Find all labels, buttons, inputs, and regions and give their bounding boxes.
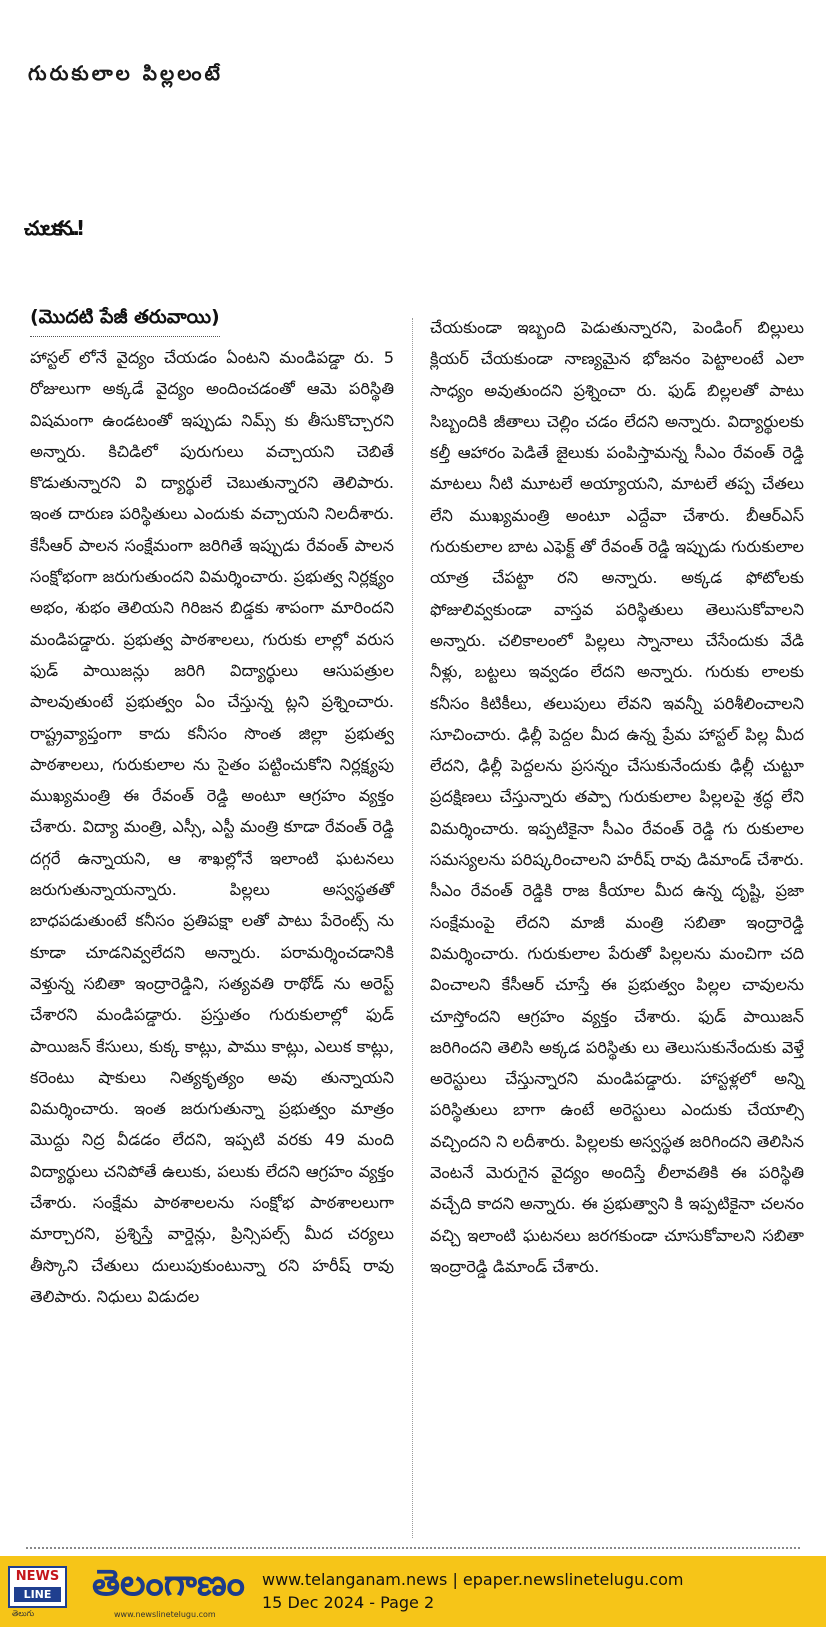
- article-text-left: హాస్టల్ లోనే వైద్యం చేయడం ఏంటని మండిపడ్డా రు. 5 రోజులుగా అక్కడే వైద్యం అందించడంతో ఆమె పరిస్థితి విషమంగా ఉండటంతో ఇప్పుడు నిమ్స్ కు తీసుకొచ్చారని అన్నారు. కిచిడిలో పురుగులు వచ్చాయని చెబితే కొడుతున్నారని వి ద్యార్థులే చెబుతున్నారని తెలిపారు. ఇంత దారుణ పరిస్థితులు ఎందుకు వచ్చాయని నిలదీశారు. కేసీఆర్ పాలన సంక్షేమంగా జరిగితే ఇప్పుడు రేవంత్ పాలన సంక్షోభంగా జరుగుతుందని విమర్శించారు. ప్రభుత్వ నిర్లక్ష్యం అభం, శుభం తెలియని గిరిజన బిడ్డకు శాపంగా మారిందని మండిపడ్డారు. ప్రభుత్వ పాఠశాలలు, గురుకు లాల్లో వరుస ఫుడ్ పాయిజన్లు జరిగి విద్యార్థులు ఆసుపత్రుల పాలవుతుంటే ప్రభుత్వం ఏం చేస్తున్న ట్లని ప్రశ్నించారు. రాష్ట్రవ్యాప్తంగా కాదు కనీసం సొంత జిల్లా ప్రభుత్వ పాఠశాలలు, గురుకులాల ను సైతం పట్టించుకోని నిర్లక్ష్యపు ముఖ్యమంత్రి ఈ రేవంత్ రెడ్డి అంటూ ఆగ్రహం వ్యక్తం చేశారు. విద్యా మంత్రి, ఎస్సీ, ఎస్టీ మంత్రి కూడా రేవంత్ రెడ్డి దగ్గరే ఉన్నాయని, ఆ శాఖల్లోనే ఇలాంటి ఘటనలు జరుగుతున్నాయన్నారు. పిల్లలు అస్వస్థతతో బాధపడుతుంటే కనీసం ప్రతిపక్షా లతో పాటు పేరెంట్స్ ను కూడా చూడనివ్వలేదని అన్నారు. పరామర్శించడానికి వెళ్తున్న సబితా ఇంద్రారెడ్డిని, సత్యవతి రాథోడ్ ను అరెస్ట్ చేశారని మండిపడ్డారు. ప్రస్తుతం గురుకులాల్లో ఫుడ్ పాయిజన్ కేసులు, కుక్క కాట్లు, పాము కాట్లు, ఎలుక కాట్లు, కరెంటు షాకులు నిత్యకృత్యం అవు తున్నాయని విమర్శించారు. ఇంత జరుగుతున్నా ప్రభుత్వం మాత్రం మొద్దు నిద్ర వీడడం లేదని, ఇప్పటి వరకు 49 మంది విద్యార్థులు చనిపోతే ఉలుకు, పలుకు లేదని ఆగ్రహం వ్యక్తం చేశారు. సంక్షేమ పాఠశాలలను సంక్షోభ పాఠశాలలుగా మార్చారని, ప్రశ్నిస్తే వార్డెన్లు, ప్రిన్సిపల్స్ మీద చర్యలు తీస్కొని చేతులు దులుపుకుంటున్నా రని హరీష్ రావు తెలిపారు. నిధులు విడుదల: [30, 348, 394, 1306]
- article-column-right: [430, 312, 804, 1282]
- footer-date-page: 15 Dec 2024 - Page 2: [262, 1593, 435, 1612]
- continuation-label: (మొదటి పేజీ తరువాయి): [30, 306, 220, 337]
- newsline-logo-sub: తెలుగు: [12, 1609, 35, 1618]
- footer-websites: www.telanganam.news | epaper.newslinetelugu.com: [262, 1570, 684, 1589]
- headline-line-1: గురుకులాల పిల్లలంటే: [28, 61, 223, 85]
- brand-logo: తెలంగాణం: [92, 1563, 245, 1604]
- headline-line-2: చులకన..!: [24, 216, 82, 240]
- newsline-logo: [8, 1566, 67, 1608]
- article-column-left: [30, 342, 394, 1312]
- newsline-logo-bottom: LINE: [14, 1587, 61, 1602]
- brand-url: www.newslinetelugu.com: [114, 1610, 216, 1619]
- newsline-logo-top: NEWS: [15, 1569, 60, 1584]
- article-text-right: చేయకుండా ఇబ్బంది పెడుతున్నారని, పెండింగ్ బిల్లులు క్లియర్ చేయకుండా నాణ్యమైన భోజనం పెట్టాలంటే ఎలా సాధ్యం అవుతుందని ప్రశ్నించా రు. ఫుడ్ బిల్లలతో పాటు సిబ్బందికి జీతాలు చెల్లిం చడం లేదని అన్నారు. విద్యార్థులకు కల్తీ ఆహారం పెడితే జైలుకు పంపిస్తామన్న సీఎం రేవంత్ రెడ్డి మాటలు నీటి మూటలే అయ్యాయని, మాటలే తప్ప చేతలు లేని ముఖ్యమంత్రి అంటూ ఎద్దేవా చేశారు. బీఆర్ఎస్ గురుకులాల బాట ఎఫెక్ట్ తో రేవంత్ రెడ్డి ఇప్పుడు గురుకులాల యాత్ర చేపట్టా రని అన్నారు. అక్కడ ఫోటోలకు ఫోజులివ్వకుండా వాస్తవ పరిస్థితులు తెలుసుకోవాలని అన్నారు. చలికాలంలో పిల్లలు స్నానాలు చేసేందుకు వేడి నీళ్లు, బట్టలు ఇవ్వడం లేదని అన్నారు. గురుకు లాలకు కనీసం కిటికీలు, తలుపులు లేవని ఇవన్నీ పరిశీలించాలని సూచించారు. ఢిల్లీ పెద్దల మీద ఉన్న ప్రేమ హాస్టల్ పిల్ల మీద లేదని, ఢిల్లీ పెద్దలను ప్రసన్నం చేసుకునేందుకు ఢిల్లీ చుట్టూ ప్రదక్షిణలు చేస్తున్నారు తప్పా గురుకులాల పిల్లలపై శ్రద్ధ లేని విమర్శించారు. ఇప్పటికైనా సీఎం రేవంత్ రెడ్డి గు రుకులాల సమస్యలను పరిష్కరించాలని హరీష్ రావు డిమాండ్ చేశారు. సీఎం రేవంత్ రెడ్డికి రాజ కీయాల మీద ఉన్న దృష్టి, ప్రజా సంక్షేమంపై లేదని మాజీ మంత్రి సబితా ఇంద్రారెడ్డి విమర్శించారు. గురుకులాల పేరుతో పిల్లలను మంచిగా చది వించాలని కేసీఆర్ చూస్తే ఈ ప్రభుత్వం పిల్లల చావులను చూస్తోందని ఆగ్రహం వ్యక్తం చేశారు. ఫుడ్ పాయిజన్ జరిగిందని తెలిసి అక్కడ పరిస్థితు లు తెలుసుకునేందుకు వెళ్తే అరెస్టులు చేస్తున్నారని మండిపడ్డారు. హాస్టళ్లలో అన్ని పరిస్థితులు బాగా ఉంటే అరెస్టులు ఎందుకు చేయాల్సి వచ్చిందని ని లదీశారు. పిల్లలకు అస్వస్థత జరిగిందని తెలిసిన వెంటనే మెరుగైన వైద్యం అందిస్తే లీలావతికి ఈ పరిస్థితి వచ్చేది కాదని అన్నారు. ఈ ప్రభుత్వాని కి ఇప్పటికైనా చలనం వచ్చి ఇలాంటి ఘటనలు జరగకుండా చూసుకోవాలని సబితా ఇంద్రారెడ్డి డిమాండ్ చేశారు.: [430, 318, 804, 1276]
- footer-bar: [0, 1556, 826, 1627]
- bottom-divider: [26, 1547, 800, 1549]
- column-divider: [412, 318, 413, 1538]
